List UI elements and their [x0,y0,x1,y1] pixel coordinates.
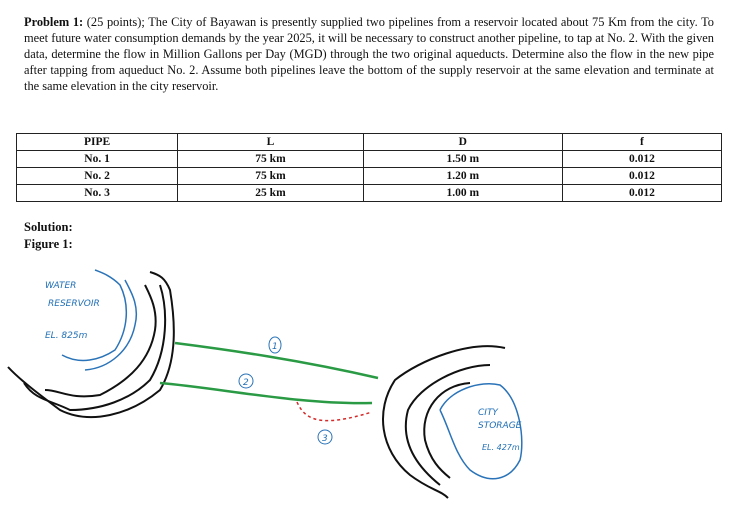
pipe-label-3 [318,430,332,444]
pipe-2 [160,383,372,403]
pipe-label-2 [239,374,253,388]
city-elevation: EL. 427m [482,443,520,452]
problem-statement [24,14,714,94]
reservoir-contours [8,272,174,417]
cell: 1.50 m [363,151,562,168]
city-label-1: CITY [478,408,498,418]
pipe-label-1 [269,337,281,353]
figure-label: Figure 1: [24,237,73,251]
cell: 1.20 m [363,168,562,185]
cell: 75 km [178,151,364,168]
header-l: L [178,134,364,151]
pipe-label-text: 2 [243,378,249,388]
reservoir-elevation: EL. 825m [45,331,88,341]
city-water [440,384,522,479]
cell: 75 km [178,168,364,185]
table-header-row [17,134,722,151]
solution-label: Solution: [24,220,73,234]
cell: 0.012 [562,168,721,185]
table-row [17,185,722,202]
cell: No. 3 [17,185,178,202]
pipe-3 [297,402,372,421]
header-d: D [363,134,562,151]
reservoir-label-1: WATER [45,281,77,291]
table-row [17,168,722,185]
cell: 0.012 [562,151,721,168]
header-pipe: PIPE [17,134,178,151]
problem-text: (25 points); The City of Bayawan is presently supplied two pipelines from a reservoir located about 75 Km from the city. To meet future water consumption demands by the year 2025, it will be necessary to construct another pipeline, to tap at No. 2. With the given data, determine the flow in Million Gallons per Day (MGD) through the two original aqueducts. Determine also the flow in the new pipe after tapping from aqueduct No. 2. Assume both pipelines leave the bottom of the supply reservoir at the same elevation and terminate at the same elevation in the city reservoir. [24,15,714,93]
pipe-label-text: 3 [322,434,328,444]
cell: No. 1 [17,151,178,168]
figure-1-sketch [0,250,743,506]
header-f: f [562,134,721,151]
problem-label: Problem 1: [24,15,84,29]
table-row [17,151,722,168]
city-label-2: STORAGE [478,421,522,431]
pipe-data-table [16,133,722,202]
cell: 0.012 [562,185,721,202]
reservoir-label-2: RESERVOIR [48,299,100,309]
cell: 1.00 m [363,185,562,202]
pipe-label-text: 1 [272,342,278,352]
cell: No. 2 [17,168,178,185]
cell: 25 km [178,185,364,202]
